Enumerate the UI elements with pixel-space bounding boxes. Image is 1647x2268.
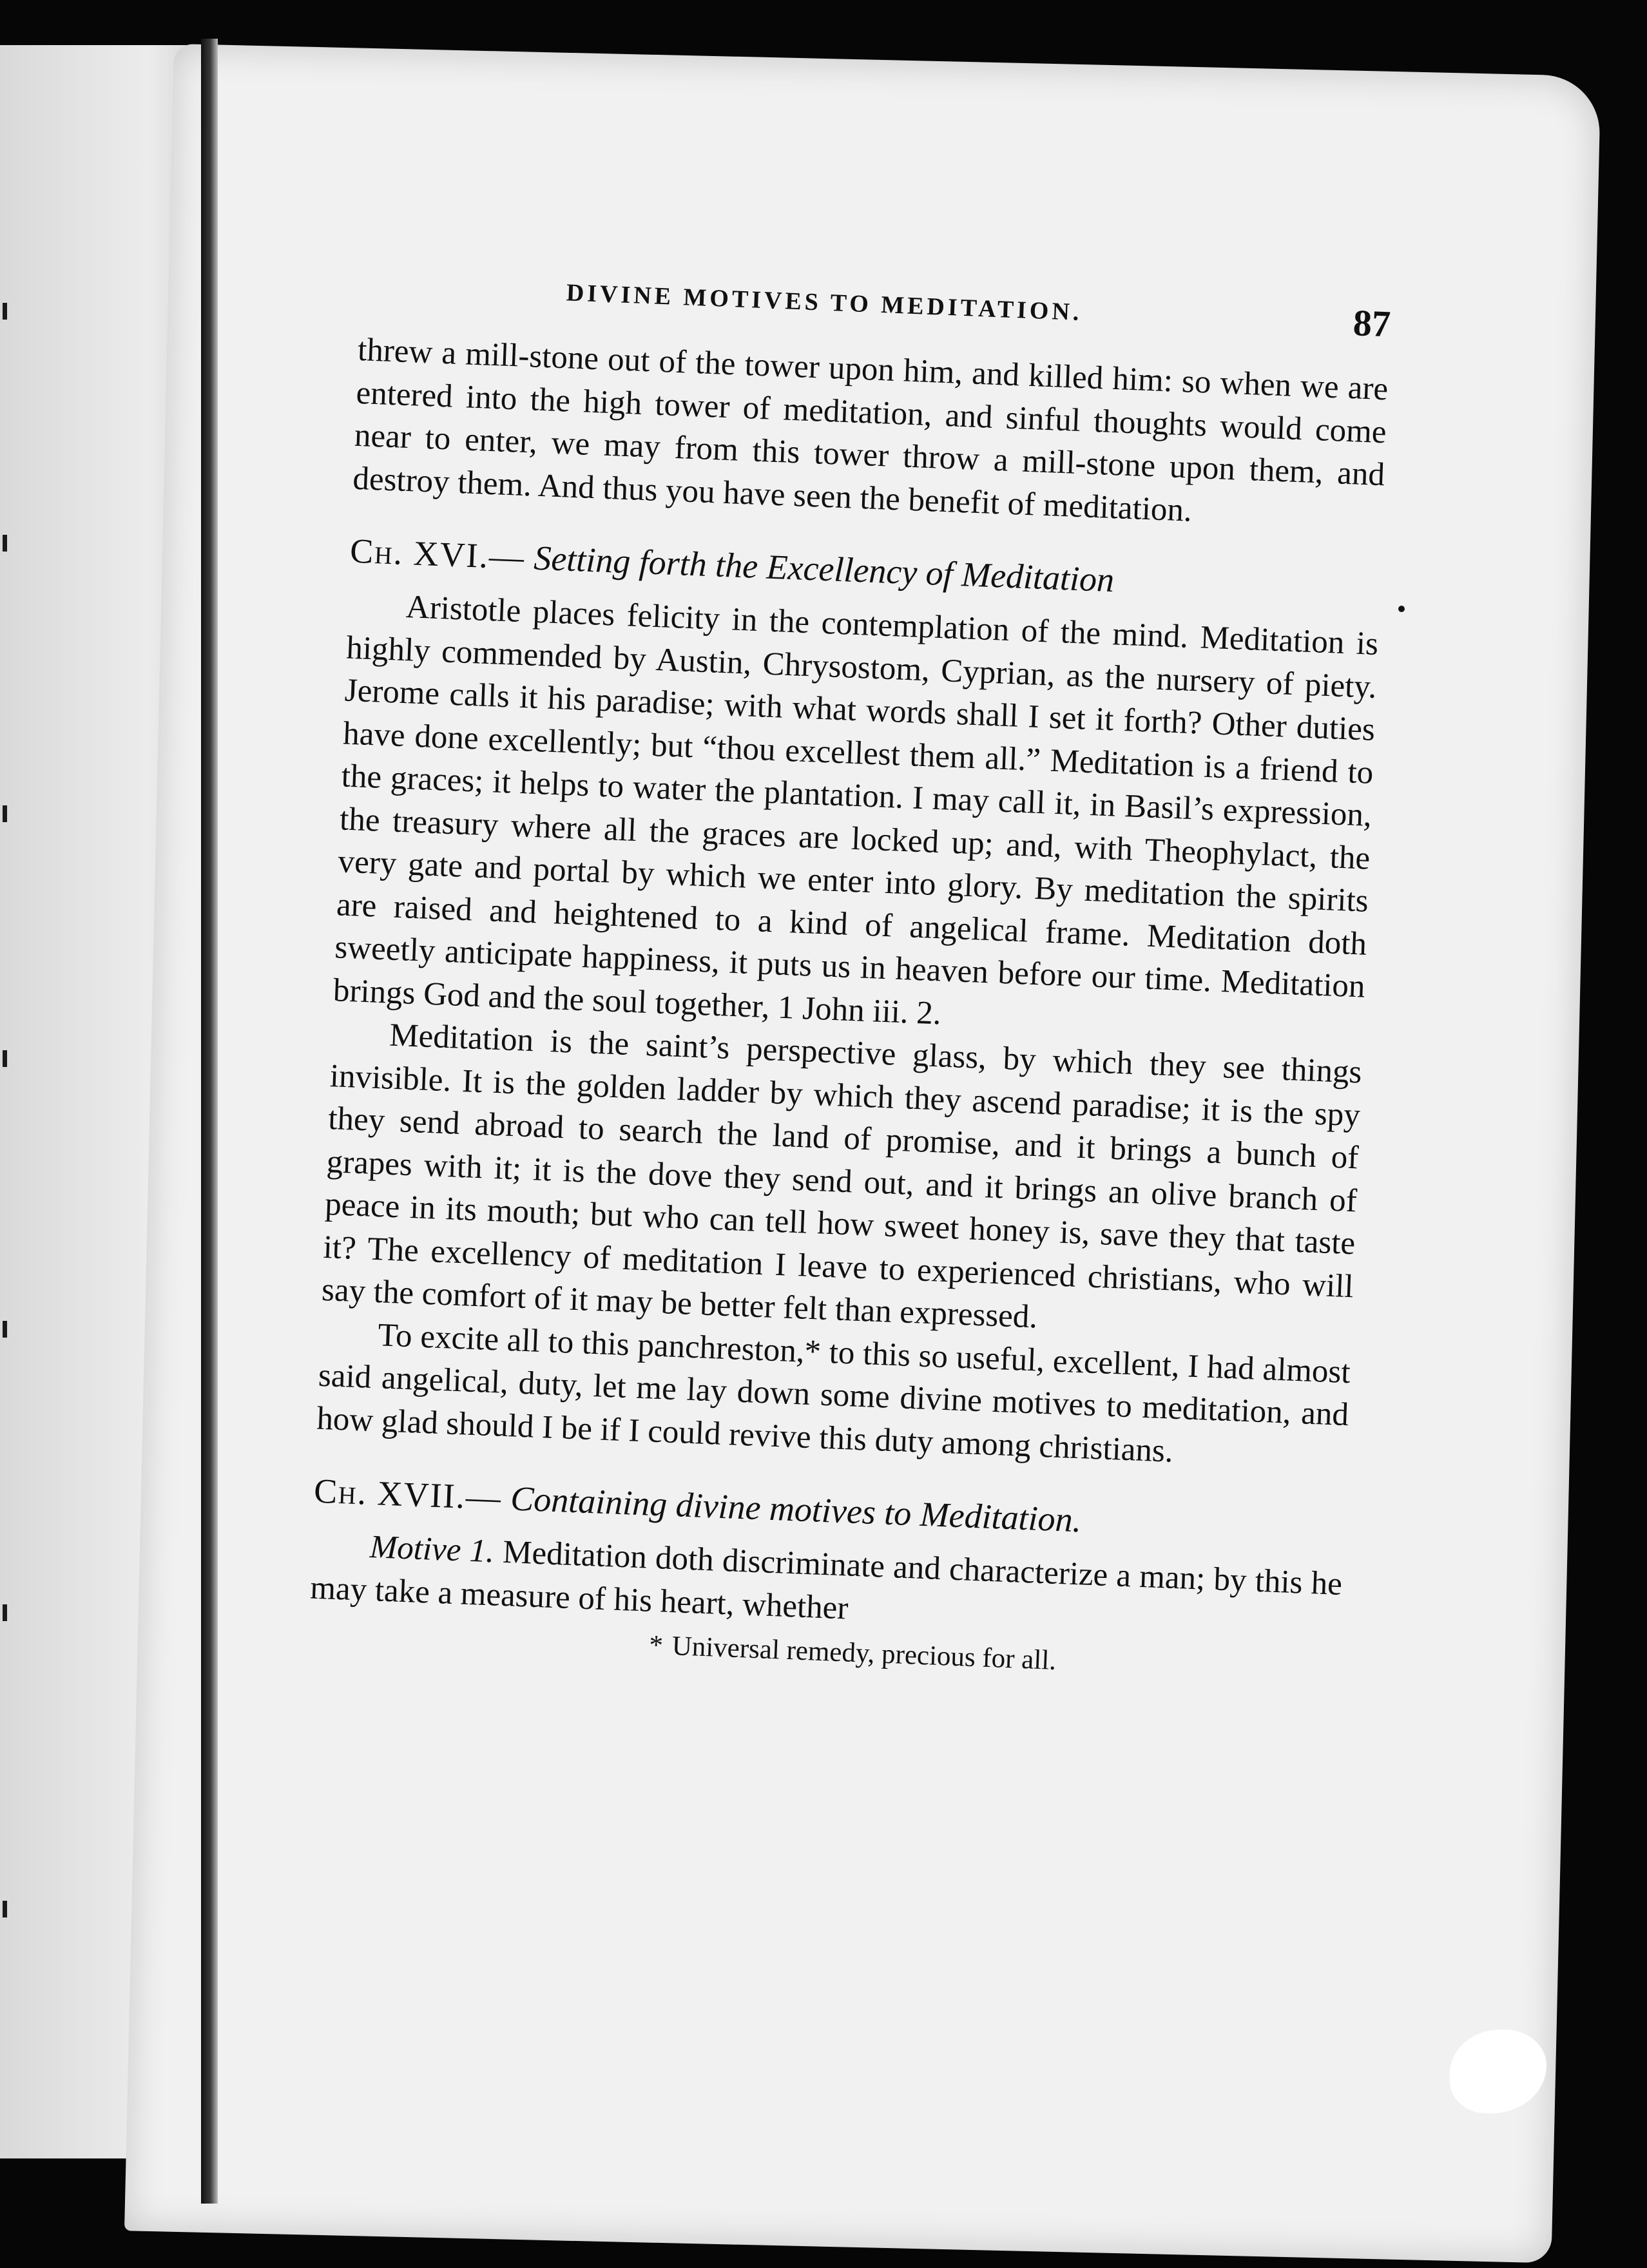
paragraph: Meditation is the saint’s perspective glass, by which they see things invisible. It is the golden ladder by which they ascend paradise; it is the spy they send abroad to search the land of promise, and it brings a bunch of grapes with it; it is the dove they send out, and it brings an olive branch of peace in its mouth; but who can tell how sweet honey is, save they that taste it? The excellency of meditation I leave to experienced christians, who will say the comfort of it may be better felt than expressed. [321,1017,1363,1336]
chapter-number: Ch. XVI.— [349,531,526,577]
running-title: DIVINE MOTIVES TO MEDITATION. [566,279,1083,327]
page-text [308,271,1391,1691]
footnote-text: Universal remedy, precious for all. [671,1631,1057,1676]
paragraph-continuation: threw a mill-stone out of the tower upon him, and killed him: so when we are entered into the high tower of meditation, and sinful thoughts would come near to enter, we may from this tower throw a mill-stone upon them, and destroy them. And thus you have seen the benefit of meditation. [352,331,1389,529]
footnote-mark: * [648,1629,664,1661]
margin-mark [3,535,7,552]
margin-mark [3,1901,7,1917]
page-number: 87 [1352,302,1392,345]
margin-mark [3,805,7,822]
ink-speck [1398,606,1405,612]
paragraph: To excite all to this panchreston,* to this so useful, excellent, I had almost said angelical, duty, let me lay down some divine motives to meditation, and how glad should I be if I could revive this duty among christians. [316,1316,1351,1470]
paragraph: Aristotle places felicity in the contemplation of the mind. Meditation is highly commended by Austin, Chrysostom, Cyprian, as the nursery of piety. Jerome calls it his paradise; with what words shall I set it forth? Other duties have done excellently; but “thou excellest them all.” Meditation is a friend to the graces; it helps to water the plantation. I may call it, in Basil’s expression, the treasury where all the graces are locked up; and, with Theophylact, the very gate and portal by which we enter into glory. By meditation the spirits are raised and heightened to a kind of angelical frame. Meditation doth sweetly anticipate happiness, it puts us in heaven before our time. Meditation brings God and the soul together, 1 John iii. 2. [332,589,1379,1032]
binding-gutter [201,39,218,2204]
chapter-title: Setting forth the Excellency of Meditation [533,538,1115,600]
margin-mark [3,1050,7,1067]
margin-mark [3,1604,7,1621]
chapter-number: Ch. XVII.— [313,1471,503,1517]
margin-mark [3,303,7,320]
margin-mark [3,1321,7,1338]
chapter-title: Containing divine motives to Meditation. [510,1479,1083,1540]
motive-label: Motive 1. [369,1529,496,1570]
paragraph-text: Meditation doth discriminate and characterize a man; by this he may take a measure of his heart, whether [309,1533,1343,1627]
